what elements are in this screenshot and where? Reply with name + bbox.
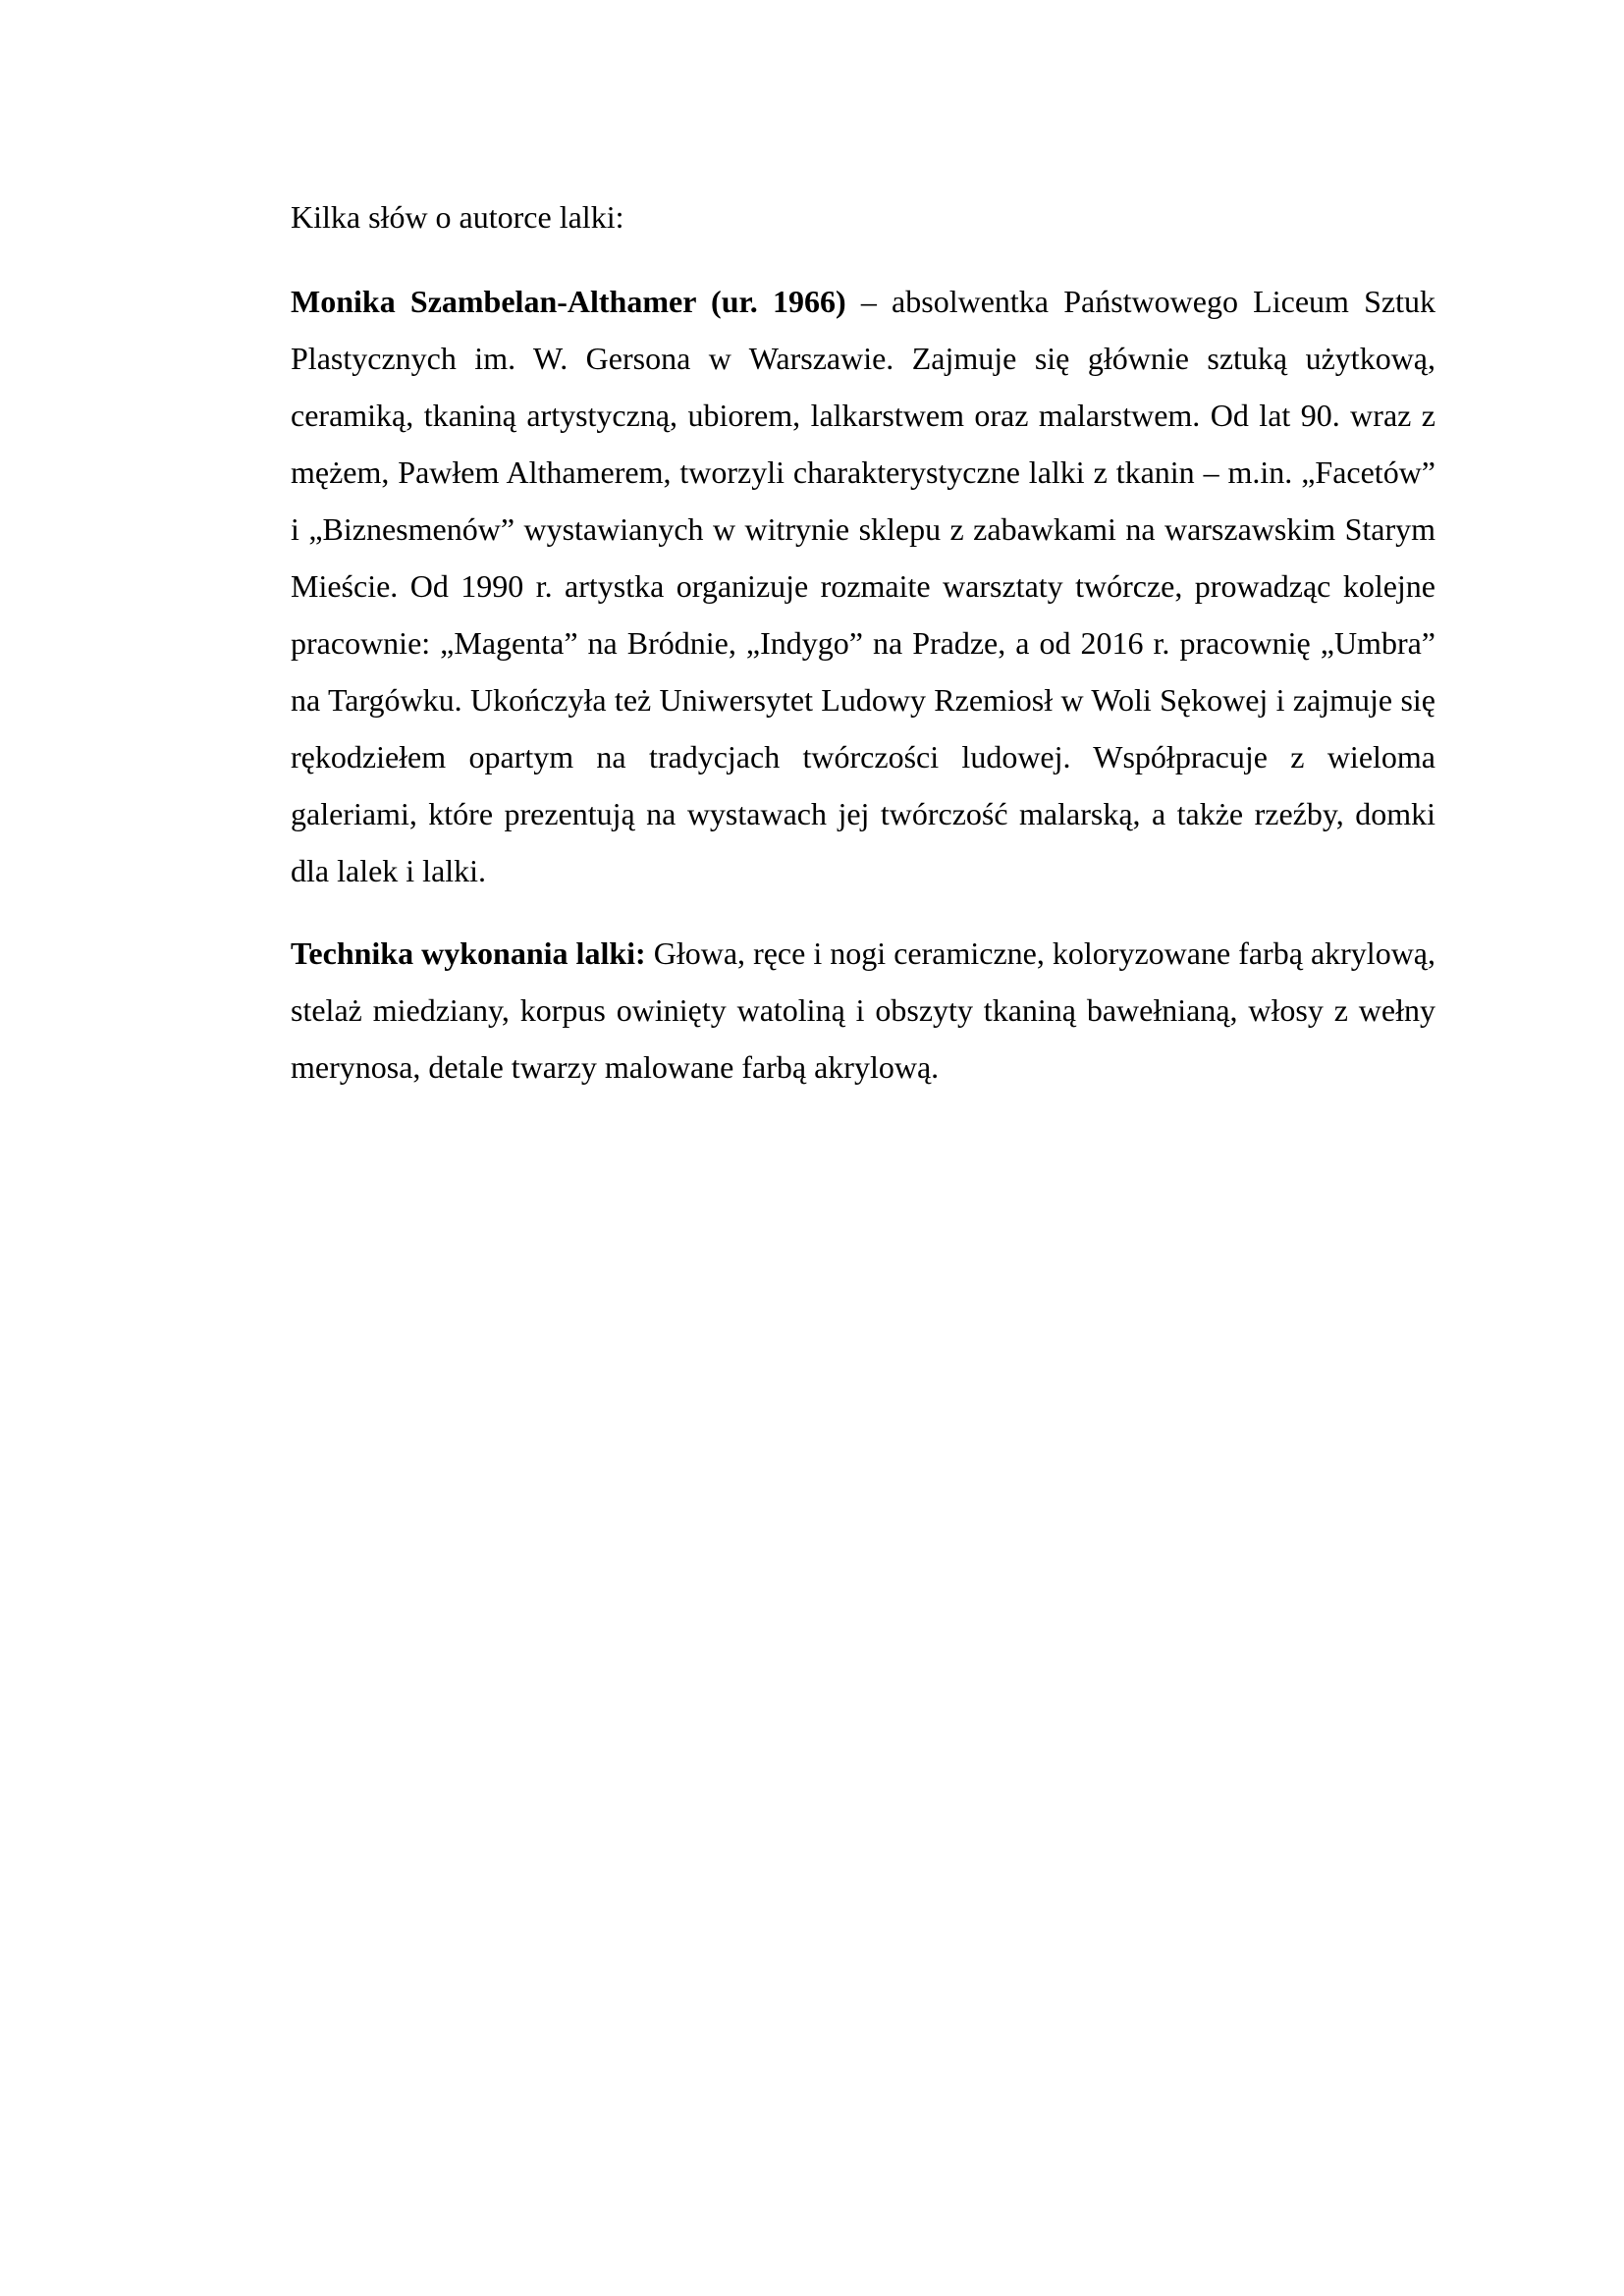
- author-bio-paragraph: [291, 273, 1435, 899]
- author-name-dates: Monika Szambelan-Althamer (ur. 1966): [291, 284, 846, 319]
- document-body: [291, 188, 1435, 1121]
- technique-label: Technika wykonania lalki:: [291, 935, 646, 971]
- technique-text: Głowa, ręce i nogi ceramiczne, koloryzowane farbą akrylową, stelaż miedziany, korpus owinięty watoliną i obszyty tkaniną bawełnianą, włosy z wełny merynosa, detale twarzy malowane farbą akrylową.: [291, 935, 1436, 1085]
- intro-heading: Kilka słów o autorce lalki:: [291, 199, 624, 235]
- technique-paragraph: [291, 925, 1435, 1095]
- author-bio-text: – absolwentka Państwowego Liceum Sztuk Plastycznych im. W. Gersona w Warszawie. Zajmuje się głównie sztuką użytkową, ceramiką, tkaniną artystyczną, ubiorem, lalkarstwem oraz malarstwem. Od lat 90. wraz z mężem, Pawłem Althamerem, tworzyli charakterystyczne lalki z tkanin – m.in. „Facetów” i „Biznesmenów” wystawianych w witrynie sklepu z zabawkami na warszawskim Starym Mieście. Od 1990 r. artystka organizuje rozmaite warsztaty twórcze, prowadząc kolejne pracownie: „Magenta” na Bródnie, „Indygo” na Pradze, a od 2016 r. pracownię „Umbra” na Targówku. Ukończyła też Uniwersytet Ludowy Rzemiosł w Woli Sękowej i zajmuje się rękodziełem opartym na tradycjach twórczości ludowej. Współpracuje z wieloma galeriami, które prezentują na wystawach jej twórczość malarską, a także rzeźby, domki dla lalek i lalki.: [291, 284, 1436, 888]
